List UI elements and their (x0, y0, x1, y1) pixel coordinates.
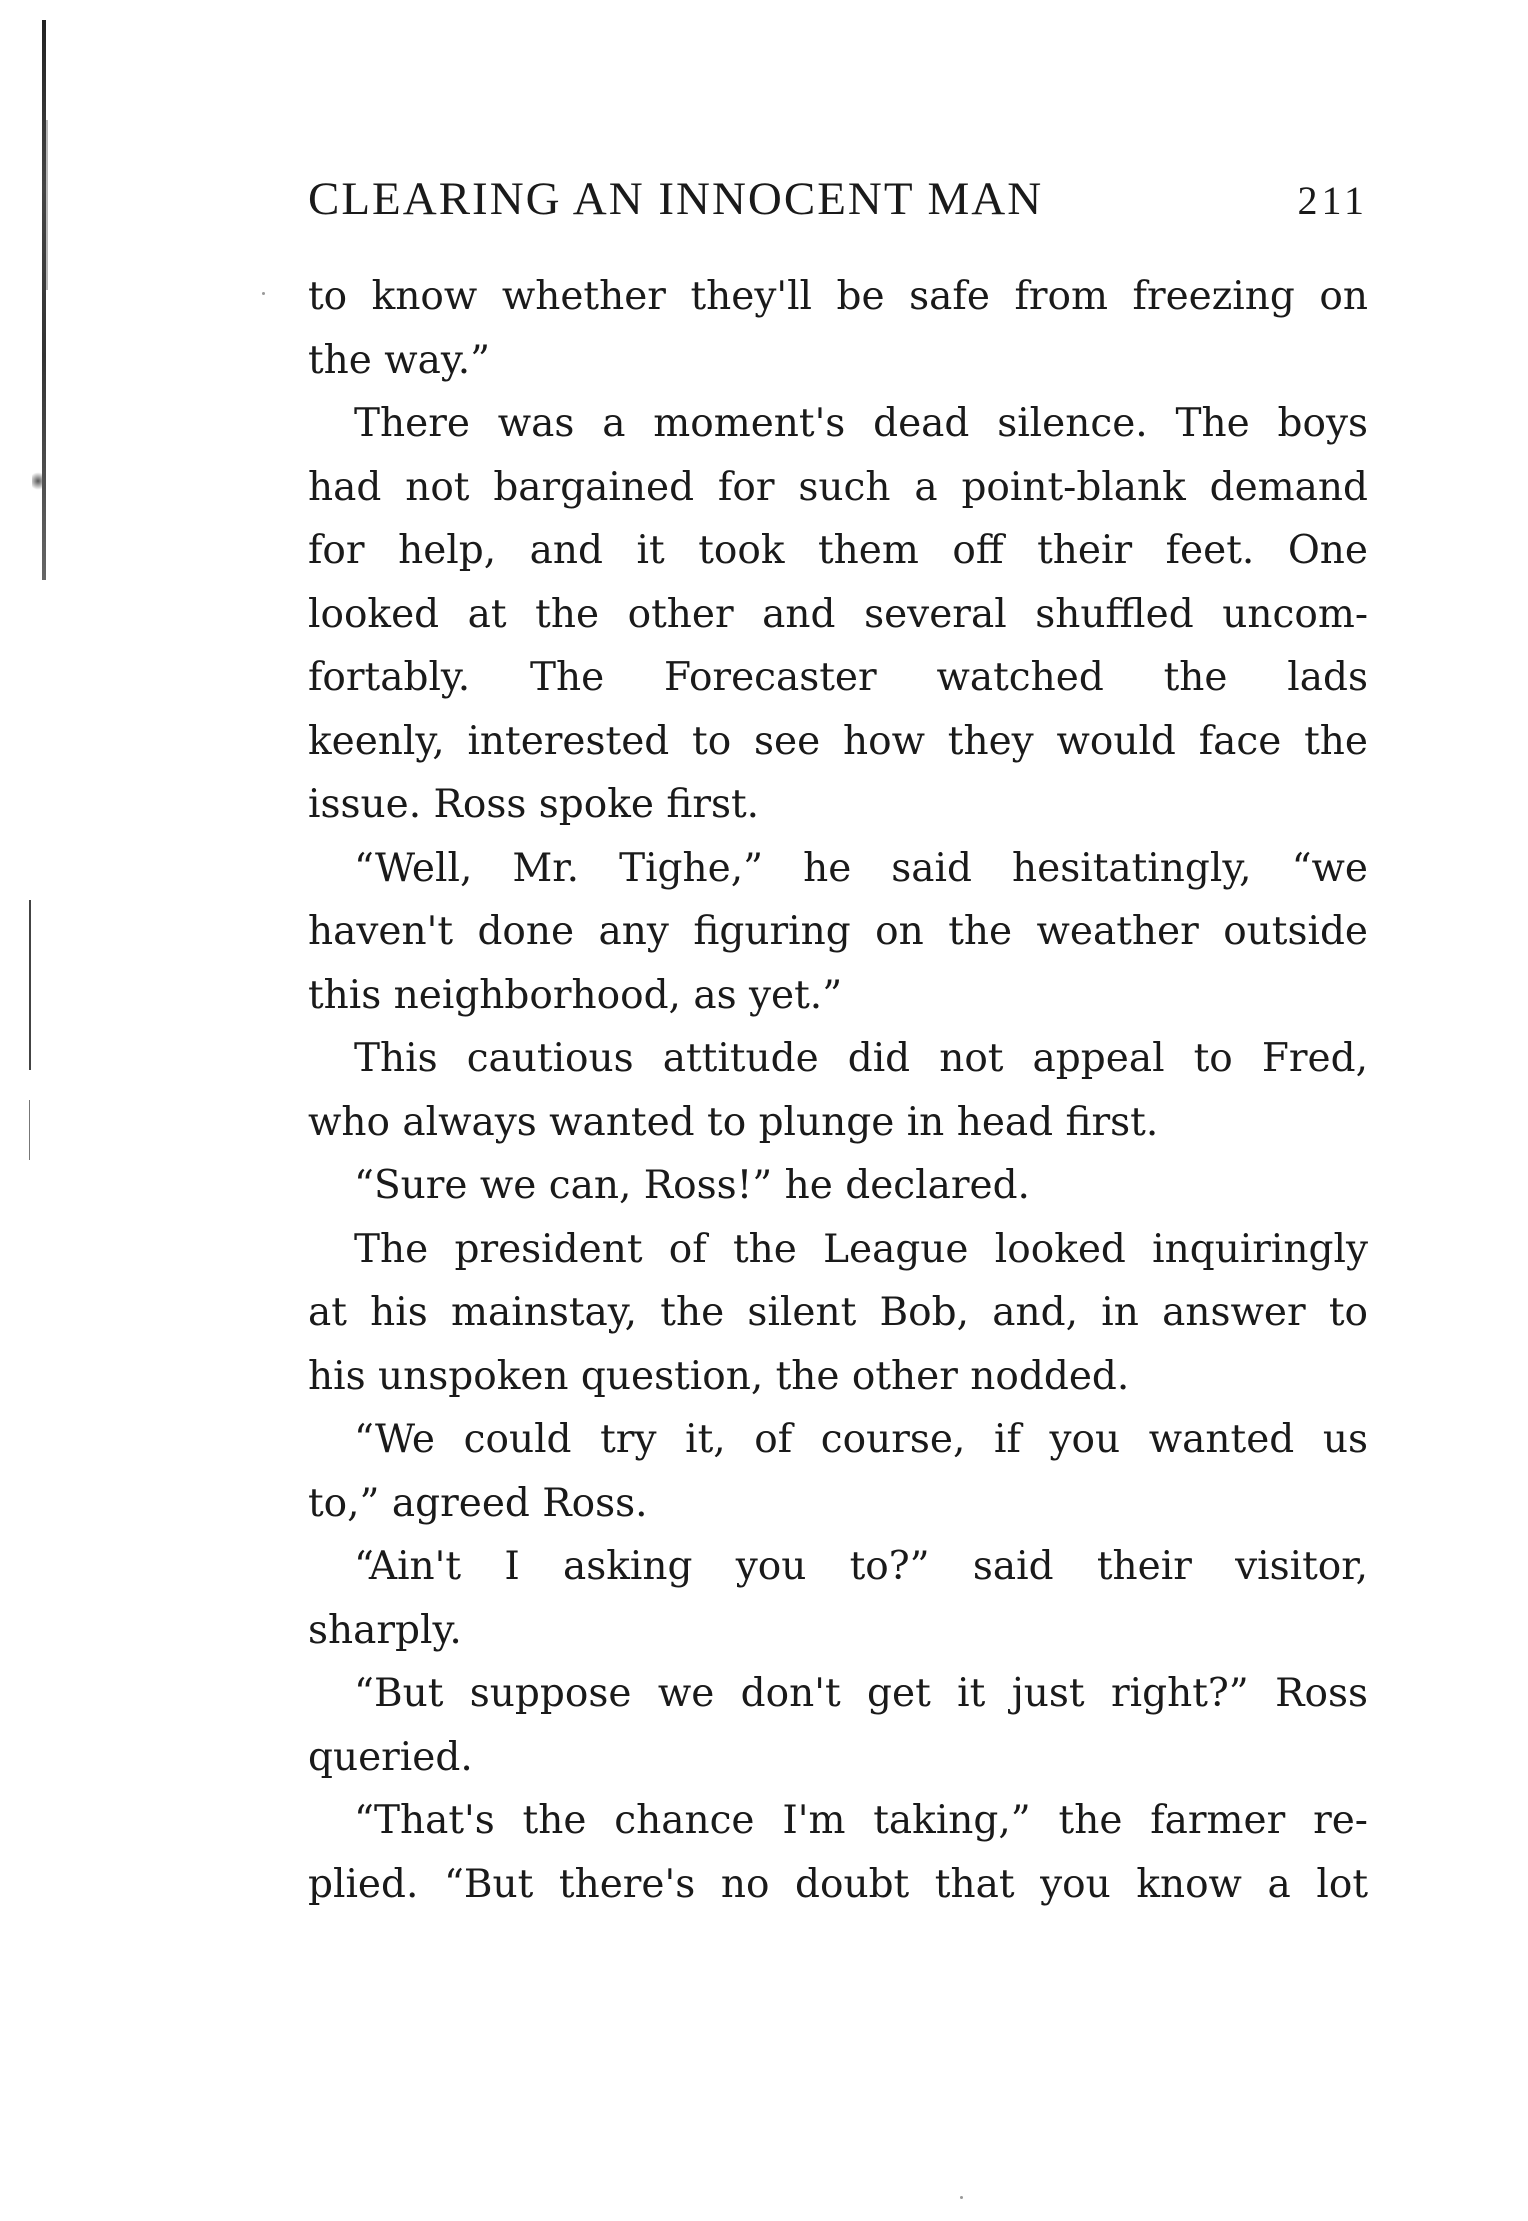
body-text (308, 265, 1368, 1916)
text-line: for help, and it took them off their feet. One (308, 528, 1368, 573)
text-line: “Ain't I asking you to?” said their visitor, (354, 1544, 1368, 1589)
text-line: plied. “But there's no doubt that you know a lot (308, 1861, 1368, 1907)
text-line: There was a moment's dead silence. The boys (354, 401, 1368, 446)
text-line: looked at the other and several shuffled uncom- (308, 591, 1368, 637)
text-line: issue. Ross spoke first. (308, 782, 760, 827)
text-line: his unspoken question, the other nodded. (308, 1353, 1130, 1399)
scan-gutter-shadow-secondary (46, 120, 48, 290)
page-number: 211 (1297, 178, 1368, 223)
scan-gutter-mark (29, 900, 31, 1070)
text-line: keenly, interested to see how they would face the (308, 718, 1368, 764)
scan-speck (262, 292, 265, 295)
text-line: sharply. (308, 1607, 462, 1653)
text-line: haven't done any figuring on the weather outside (308, 909, 1368, 954)
scan-gutter-shadow (42, 20, 46, 580)
text-line: “Sure we can, Ross!” he declared. (354, 1163, 1030, 1208)
scan-gutter-mark-secondary (29, 1100, 30, 1160)
text-line: “That's the chance I'm taking,” the farmer re- (354, 1798, 1368, 1843)
text-line: The president of the League looked inquiringly (354, 1226, 1368, 1272)
text-line: who always wanted to plunge in head first. (308, 1099, 1159, 1145)
running-head: CLEARING AN INNOCENT MAN (308, 173, 1044, 225)
text-line: at his mainstay, the silent Bob, and, in answer to (308, 1290, 1368, 1335)
text-line: This cautious attitude did not appeal to Fred, (354, 1036, 1368, 1081)
text-line: the way.” (308, 337, 491, 383)
text-line: this neighborhood, as yet.” (308, 972, 843, 1018)
scan-speck (960, 2196, 963, 2199)
scan-speck (32, 470, 44, 492)
text-line: to,” agreed Ross. (308, 1480, 648, 1526)
text-line: “We could try it, of course, if you wanted us (354, 1417, 1368, 1462)
text-line: had not bargained for such a point-blank demand (308, 464, 1368, 510)
text-line: queried. (308, 1734, 473, 1780)
page-header (308, 172, 1368, 232)
text-line: “But suppose we don't get it just right?” Ross (354, 1671, 1368, 1716)
text-line: fortably. The Forecaster watched the lads (308, 655, 1368, 700)
text-line: “Well, Mr. Tighe,” he said hesitatingly, “we (354, 845, 1368, 891)
text-line: to know whether they'll be safe from freezing on (308, 274, 1368, 319)
